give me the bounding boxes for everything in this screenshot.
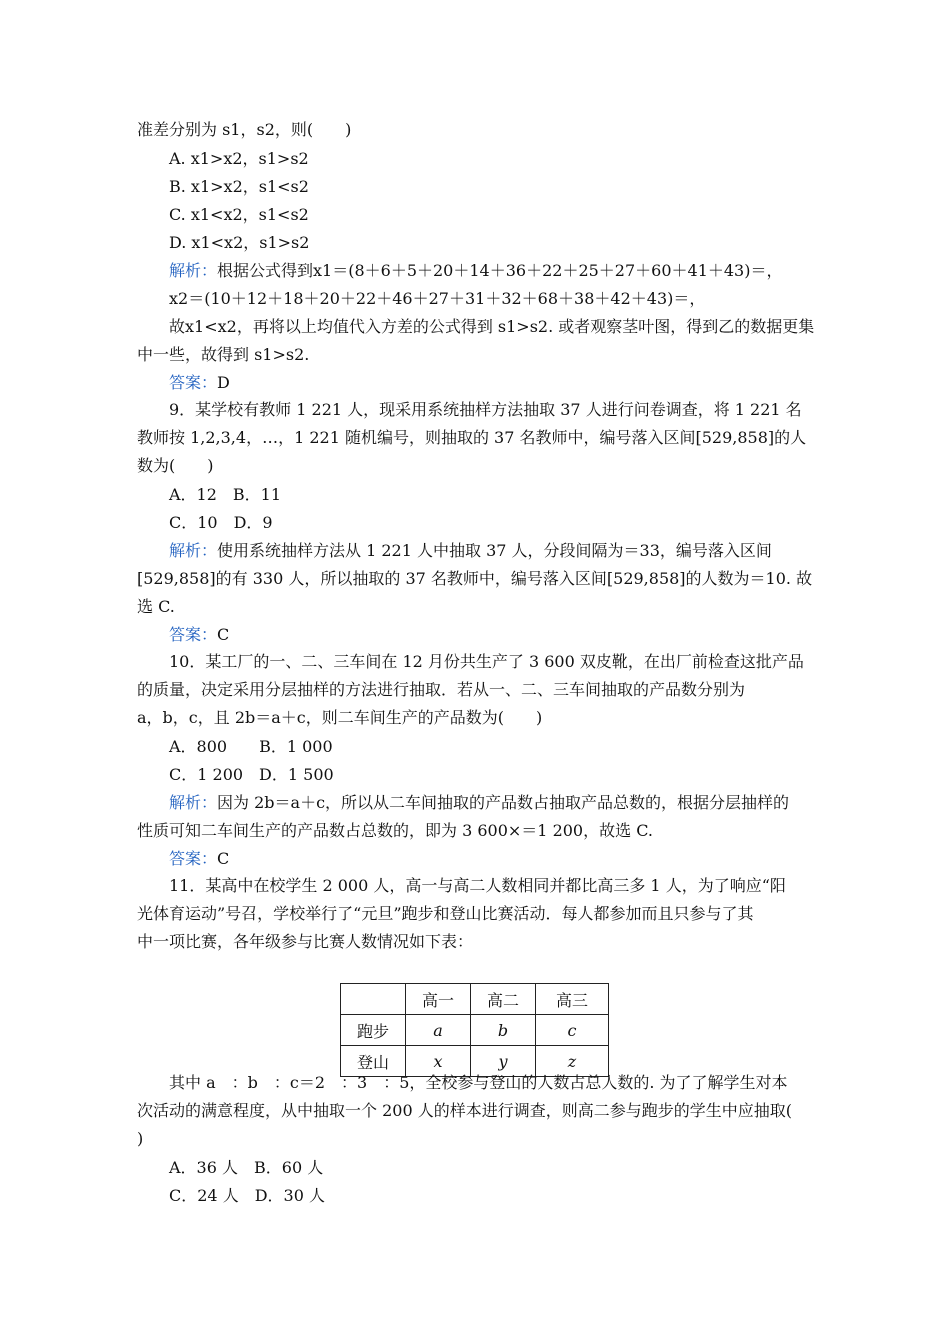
question-line: 的质量，决定采用分层抽样的方法进行抽取．若从一、二、三车间抽取的产品数分别为 [137,680,746,699]
answer-line [169,624,229,646]
table-header-cell: 高一 [406,984,471,1015]
analysis-line [169,540,772,562]
table-row [341,1015,609,1046]
table-cell: z [536,1046,609,1077]
table-cell: x [406,1046,471,1077]
answer-label: 答案： [169,625,218,644]
option-line: A. x1>x2，s1>s2 [169,149,309,168]
text-line: 准差分别为 s1，s2，则( ) [137,120,352,139]
question-line: 中一项比赛，各年级参与比赛人数情况如下表： [137,932,474,951]
question-line: ) [137,1129,144,1148]
option-line: B. x1>x2，s1<s2 [169,177,309,196]
answer-label: 答案： [169,373,218,392]
question-line: 次活动的满意程度，从中抽取一个 200 人的样本进行调查，则高二参与跑步的学生中应抽取( [137,1101,792,1120]
answer-label: 答案： [169,849,218,868]
option-line: C. x1<x2，s1<s2 [169,205,309,224]
text-line: x2＝(10＋12＋18＋20＋22＋46＋27＋31＋32＋68＋38＋42＋43)＝， [169,289,706,308]
analysis-line [169,792,789,814]
analysis-label: 解析： [169,261,218,280]
option-line: A．12 B．11 [169,485,282,504]
answer-text: D [217,373,230,392]
question-line: 9．某学校有教师 1 221 人，现采用系统抽样方法抽取 37 人进行问卷调查，将 1 221 名 [169,400,802,419]
answer-line [169,372,230,394]
question-line: 其中 a ：b ：c＝2 ：3 ：5，全校参与登山的人数占总人数的. 为了了解学生对本 [169,1073,788,1092]
answer-line [169,848,229,870]
option-line: C．1 200 D．1 500 [169,765,334,784]
table-row-label: 登山 [341,1046,406,1077]
text-line: 故x1<x2，再将以上均值代入方差的公式得到 s1>s2. 或者观察茎叶图，得到乙的数据更集 [169,317,815,336]
question-line: 光体育运动”号召，学校举行了“元旦”跑步和登山比赛活动．每人都参加而且只参与了其 [137,904,754,923]
analysis-label: 解析： [169,541,218,560]
option-line: A．800 B．1 000 [169,737,333,756]
participation-table [340,983,609,1077]
question-line: 数为( ) [137,456,214,475]
option-line: A．36 人 B．60 人 [169,1158,324,1177]
text-line: 中一些，故得到 s1>s2. [137,345,310,364]
analysis-text: 根据公式得到x1＝(8＋6＋5＋20＋14＋36＋22＋25＋27＋60＋41＋43)＝， [217,261,783,280]
answer-text: C [217,625,230,644]
table-cell: y [471,1046,536,1077]
table-row-label: 跑步 [341,1015,406,1046]
analysis-text: 使用系统抽样方法从 1 221 人中抽取 37 人，分段间隔为＝33，编号落入区间 [217,541,772,560]
analysis-line [169,260,782,282]
table-header-cell [341,984,406,1015]
table-cell: a [406,1015,471,1046]
table-cell: b [471,1015,536,1046]
table-header-cell: 高三 [536,984,609,1015]
table-cell: c [536,1015,609,1046]
analysis-label: 解析： [169,793,218,812]
question-line: 教师按 1,2,3,4，…，1 221 随机编号，则抽取的 37 名教师中，编号落入区间[529,858]的人 [137,428,807,447]
question-line: 11．某高中在校学生 2 000 人，高一与高二人数相同并都比高三多 1 人，为了响应“阳 [169,876,786,895]
option-line: C．24 人 D．30 人 [169,1186,325,1205]
question-line: 10．某工厂的一、二、三车间在 12 月份共生产了 3 600 双皮靴，在出厂前检查这批产品 [169,652,804,671]
text-line: 性质可知二车间生产的产品数占总数的，即为 3 600×＝1 200，故选 C. [137,821,653,840]
option-line: C．10 D．9 [169,513,273,532]
text-line: [529,858]的有 330 人，所以抽取的 37 名教师中，编号落入区间[529,858]的人数为＝10. 故 [137,569,813,588]
table-header-cell: 高二 [471,984,536,1015]
table-header-row [341,984,609,1015]
text-line: 选 C. [137,597,175,616]
analysis-text: 因为 2b＝a＋c，所以从二车间抽取的产品数占抽取产品总数的，根据分层抽样的 [217,793,790,812]
answer-text: C [217,849,230,868]
question-line: a，b，c，且 2b＝a＋c，则二车间生产的产品数为( ) [137,708,543,727]
option-line: D. x1<x2，s1>s2 [169,233,310,252]
